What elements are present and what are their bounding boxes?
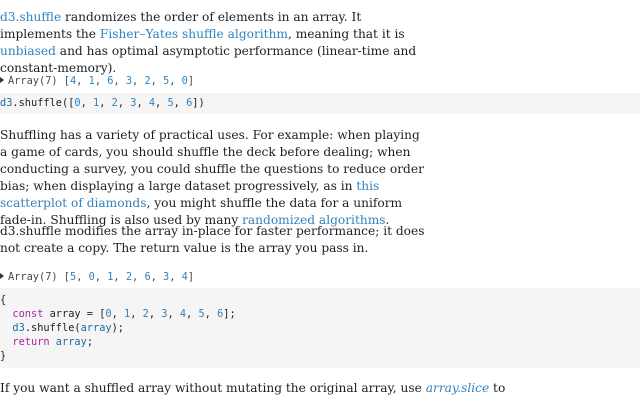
code-number: 0	[74, 97, 81, 109]
code-token: .shuffle([	[12, 97, 75, 109]
link-d3-shuffle[interactable]: d3.shuffle	[0, 10, 62, 24]
cell-output-2[interactable]: Array(7) [5, 0, 1, 2, 6, 3, 4]	[0, 269, 194, 285]
code-number: 6	[217, 308, 224, 320]
code-token: .shuffle(	[24, 322, 81, 334]
expand-caret-icon[interactable]	[0, 77, 4, 83]
code-number: 3	[130, 97, 137, 109]
array-value: 1	[107, 271, 114, 283]
array-value: 2	[144, 75, 151, 87]
code-line	[0, 335, 93, 349]
paragraph-intro	[0, 9, 430, 77]
code-cell-1[interactable]	[0, 93, 640, 114]
link-randomized-algorithms[interactable]: randomized algorithms	[242, 213, 386, 227]
code-number: 5	[167, 97, 174, 109]
text: If you want a shuffled array without mutating the original array, use	[0, 381, 426, 395]
code-number: 1	[93, 97, 100, 109]
text: .	[385, 213, 390, 227]
code-token: ];	[223, 308, 236, 320]
code-number: 2	[111, 97, 118, 109]
code-token: ])	[192, 97, 205, 109]
expand-caret-icon[interactable]	[0, 273, 4, 279]
array-value: 5	[70, 271, 77, 283]
code-keyword: const	[12, 308, 44, 320]
code-number: 0	[105, 308, 112, 320]
link-scatterplot-diamonds[interactable]: this scatterplot of diamonds	[0, 179, 380, 210]
link-array-slice[interactable]: array.slice	[425, 381, 490, 395]
code-token: d3	[0, 97, 13, 109]
output-suffix: ]	[187, 75, 195, 87]
code-line	[0, 321, 124, 335]
code-token: array	[49, 336, 87, 348]
array-value: 6	[107, 75, 114, 87]
code-number: 5	[198, 308, 205, 320]
array-value: 0	[181, 75, 188, 87]
paragraph-in-place: d3.shuffle modifies the array in-place for faster performance; it does not create a copy. The return value is the array you pass in.	[0, 224, 425, 255]
output-prefix: Array(7) [	[8, 271, 70, 283]
array-value: 6	[144, 271, 151, 283]
paragraph-slice	[0, 380, 640, 397]
code-keyword: return	[12, 336, 50, 348]
array-value: 4	[70, 75, 77, 87]
array-value: 1	[88, 75, 95, 87]
code-number: 3	[161, 308, 168, 320]
link-fisher-yates[interactable]: Fisher–Yates shuffle algorithm	[99, 27, 288, 41]
text: and has optimal asymptotic performance (linear-time and constant-memory).	[0, 44, 417, 75]
array-value: 3	[163, 271, 170, 283]
code-token: }	[0, 350, 7, 362]
code-token: d3	[12, 322, 25, 334]
text: , you might shuffle the data for a uniform fade-in. Shuffling is also used by many	[0, 196, 403, 227]
code-line: const array = [0, 1, 2, 3, 4, 5, 6];	[12, 308, 236, 320]
code-line	[0, 349, 6, 363]
output-prefix: Array(7) [	[8, 75, 70, 87]
code-number: 4	[179, 308, 187, 320]
text: , meaning that it is	[287, 27, 405, 41]
code-line	[0, 293, 6, 307]
code-token: {	[0, 294, 7, 306]
cell-output-1[interactable]: Array(7) [4, 1, 6, 3, 2, 5, 0]	[0, 73, 194, 89]
array-value: 3	[125, 75, 133, 87]
array-value: 5	[163, 75, 170, 87]
code-number: 2	[142, 308, 149, 320]
code-cell-2[interactable]	[0, 288, 640, 368]
code-token: ;	[86, 336, 94, 348]
code-number: 6	[186, 97, 193, 109]
text: to	[489, 381, 506, 395]
array-value: 0	[88, 271, 95, 283]
code-number: 1	[124, 308, 131, 320]
text: randomizes the order of elements in an array. It implements the	[0, 10, 362, 41]
code-number: 4	[148, 97, 156, 109]
code-token: array	[80, 322, 112, 334]
array-value: 4	[181, 271, 188, 283]
output-suffix: ]	[187, 271, 195, 283]
code-token: array = [	[43, 308, 106, 320]
array-value: 2	[125, 271, 133, 283]
code-line: d3.shuffle([0, 1, 2, 3, 4, 5, 6])	[0, 97, 205, 109]
paragraph-uses	[0, 127, 430, 229]
code-token: );	[111, 322, 125, 334]
link-unbiased[interactable]: unbiased	[0, 44, 56, 58]
text: Shuffling has a variety of practical uses. For example: when playing a game of cards, you should shuffle the deck before dealing; when conducting a survey, you could shuffle the questions to reduce order bias; when displaying a large dataset progressively, as in	[0, 128, 424, 193]
